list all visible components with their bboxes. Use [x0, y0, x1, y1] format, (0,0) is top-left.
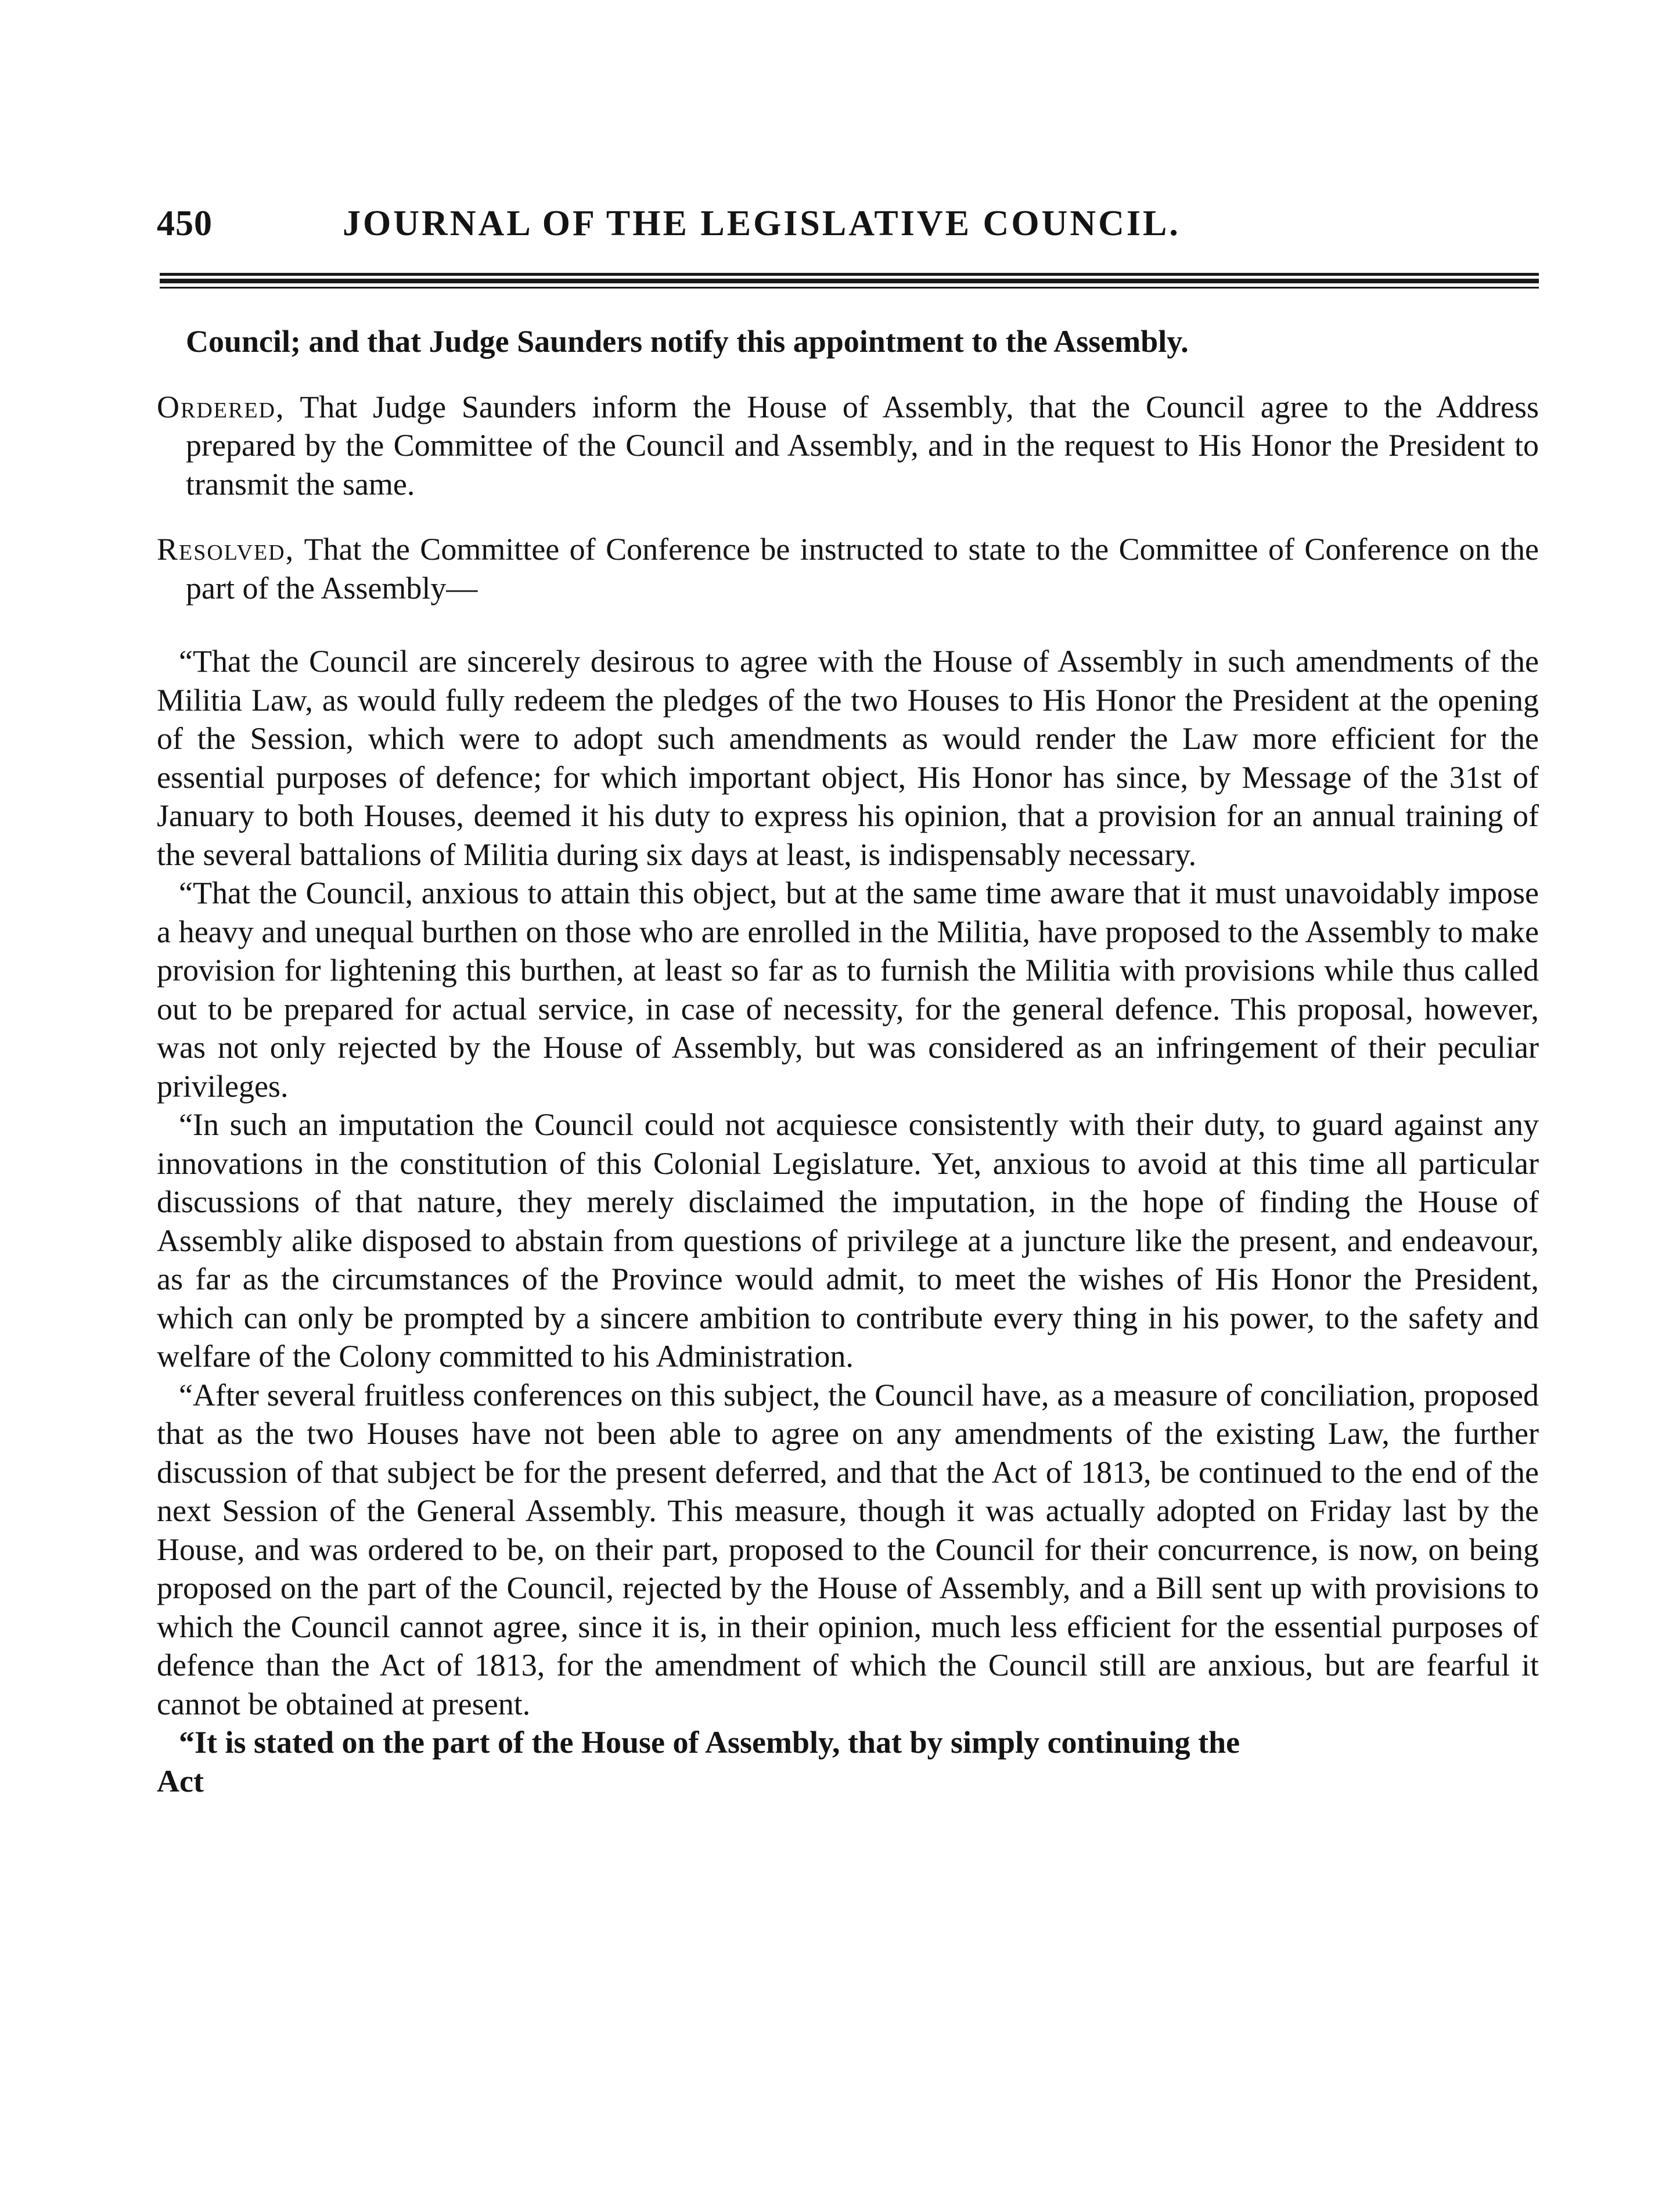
- header-rule: [160, 273, 1539, 291]
- page-body: [157, 322, 1539, 1800]
- ordered-entry: [157, 388, 1539, 504]
- opening-line: Council; and that Judge Saunders notify this appointment to the Assembly.: [186, 324, 1189, 359]
- entry-text: That Judge Saunders inform the House of Assembly, that the Council agree to the Address prepared by the Committee of the Council and Assembly, and in the request to His Honor the President to transmit the same.: [186, 389, 1539, 502]
- quoted-paragraph: “That the Council, anxious to attain this object, but at the same time aware that it must unavoidably impose a heavy and unequal burthen on those who are enrolled in the Militia, have proposed to the Assembly to make provision for lightening this burthen, at least so far as to furnish the Militia with provisions while thus called out to be prepared for actual service, in case of necessity, for the general defence. This proposal, however, was not only rejected by the House of Assembly, but was considered as an infringement of their peculiar privileges.: [157, 876, 1539, 1104]
- entry-lead: Ordered,: [157, 389, 285, 424]
- quoted-paragraph: “It is stated on the part of the House of Assembly, that by simply continuing the: [179, 1725, 1240, 1760]
- running-title: JOURNAL OF THE LEGISLATIVE COUNCIL.: [343, 204, 1181, 243]
- entry-text: That the Committee of Conference be instructed to state to the Committee of Conference on the part of the Assembly—: [186, 532, 1539, 606]
- entry-lead: Resolved,: [157, 532, 295, 567]
- page-number: 450: [157, 204, 213, 243]
- quoted-paragraph: “That the Council are sincerely desirous to agree with the House of Assembly in such amendments of the Militia Law, as would fully redeem the pledges of the two Houses to His Honor the President at the opening of the Session, which were to adopt such amendments as would render the Law more efficient for the essential purposes of defence; for which important object, His Honor has since, by Message of the 31st of January to both Houses, deemed it his duty to express his opinion, that a provision for an annual training of the several battalions of Militia during six days at least, is indispensably necessary.: [157, 644, 1539, 872]
- catchword: Act: [157, 1763, 204, 1799]
- page-header: [157, 192, 1539, 255]
- resolved-entry: [157, 530, 1539, 607]
- quoted-paragraph: “In such an imputation the Council could not acquiesce consistently with their duty, to guard against any innovations in the constitution of this Colonial Legislature. Yet, anxious to avoid at this time all particular discussions of that nature, they merely disclaimed the imputation, in the hope of finding the House of Assembly alike disposed to abstain from questions of privilege at a juncture like the present, and endeavour, as far as the circumstances of the Province would admit, to meet the wishes of His Honor the President, which can only be prompted by a sincere ambition to contribute every thing in his power, to the safety and welfare of the Colony committed to his Administration.: [157, 1107, 1539, 1374]
- quoted-paragraph: “After several fruitless conferences on this subject, the Council have, as a measure of conciliation, proposed that as the two Houses have not been able to agree on any amendments of the existing Law, the further discussion of that subject be for the present deferred, and that the Act of 1813, be continued to the end of the next Session of the General Assembly. This measure, though it was actually adopted on Friday last by the House, and was ordered to be, on their part, proposed to the Council for their concurrence, is now, on being proposed on the part of the Council, rejected by the House of Assembly, and a Bill sent up with provisions to which the Council cannot agree, since it is, in their opinion, much less efficient for the essential purposes of defence than the Act of 1813, for the amendment of which the Council still are anxious, but are fearful it cannot be obtained at present.: [157, 1377, 1539, 1721]
